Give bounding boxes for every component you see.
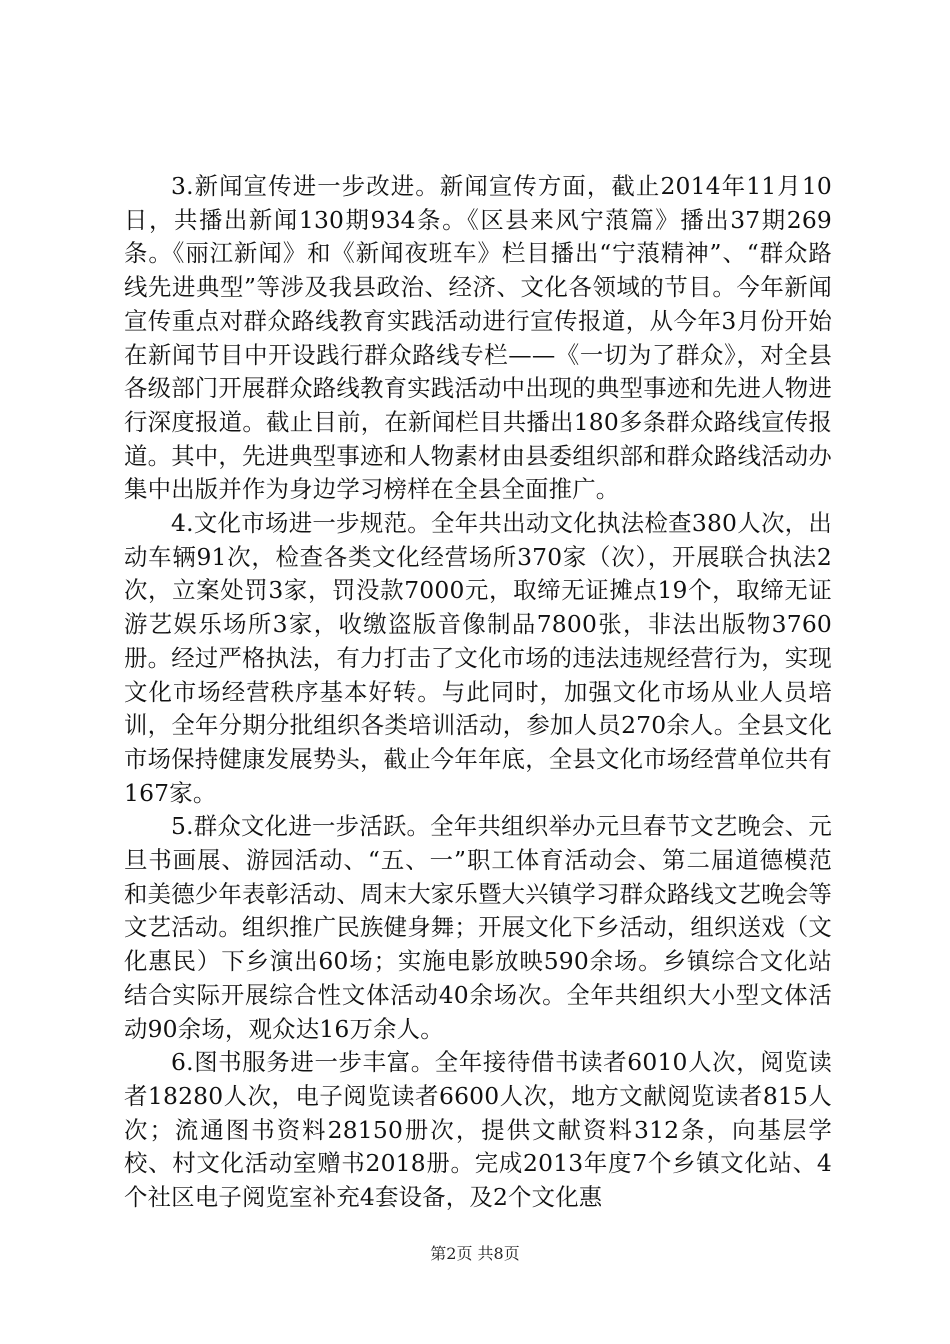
page-footer: 第2页 共8页 <box>430 1244 520 1263</box>
paragraph-library-service: 6.图书服务进一步丰富。全年接待借书读者6010人次，阅览读者18280人次，电子阅览读者6600人次，地方文献阅览读者815人次；流通图书资料28150册次，提供文献资料312条，向基层学校、村文化活动室赠书2018册。完成2013年度7个乡镇文化站、4个社区电子阅览室补充4套设备，及2个文化惠 <box>124 1048 832 1212</box>
paragraph-mass-culture: 5.群众文化进一步活跃。全年共组织举办元旦春节文艺晚会、元旦书画展、游园活动、“五、一”职工体育活动会、第二届道德模范和美德少年表彰活动、周末大家乐暨大兴镇学习群众路线文艺晚会等文艺活动。组织推广民族健身舞；开展文化下乡活动，组织送戏（文化惠民）下乡演出60场；实施电影放映590余场。乡镇综合文化站结合实际开展综合性文体活动40余场次。全年共组织大小型文体活动90余场，观众达16万余人。 <box>124 812 832 1043</box>
paragraph-news-publicity: 3.新闻宣传进一步改进。新闻宣传方面，截止2014年11月10日，共播出新闻130期934条。《区县来风宁蒗篇》播出37期269条。《丽江新闻》和《新闻夜班车》栏目播出“宁蒗精神”、“群众路线先进典型”等涉及我县政治、经济、文化各领域的节目。今年新闻宣传重点对群众路线教育实践活动进行宣传报道，从今年3月份开始在新闻节目中开设践行群众路线专栏——《一切为了群众》，对全县各级部门开展群众路线教育实践活动中出现的典型事迹和先进人物进行深度报道。截止目前，在新闻栏目共播出180多条群众路线宣传报道。其中，先进典型事迹和人物素材由县委组织部和群众路线活动办集中出版并作为身边学习榜样在全县全面推广。 <box>124 172 832 504</box>
document-body <box>124 170 832 1215</box>
paragraph-culture-market: 4.文化市场进一步规范。全年共出动文化执法检查380人次，出动车辆91次，检查各类文化经营场所370家（次），开展联合执法2次，立案处罚3家，罚没款7000元，取缔无证摊点19个，取缔无证游艺娱乐场所3家，收缴盗版音像制品7800张，非法出版物3760册。经过严格执法，有力打击了文化市场的违法违规经营行为，实现文化市场经营秩序基本好转。与此同时，加强文化市场从业人员培训，全年分期分批组织各类培训活动，参加人员270余人。全县文化市场保持健康发展势头，截止今年年底，全县文化市场经营单位共有167家。 <box>124 509 832 807</box>
